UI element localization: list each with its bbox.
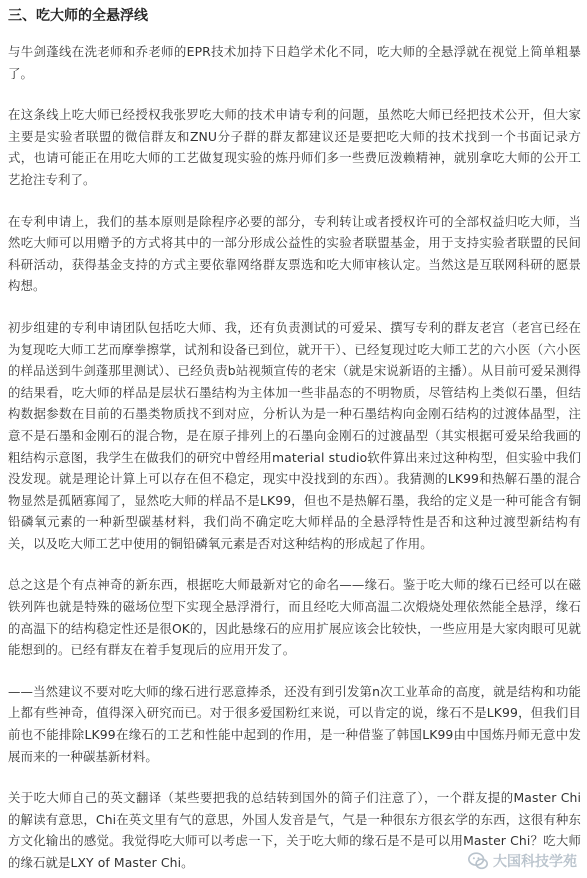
- paragraph-7: 关于吃大师自己的英文翻译（某些要把我的总结转到国外的简子们注意了），一个群友提的Master Chi的解读有意思，Chi在英文里有气的意思，外国人发音是气，气是一种很东方很玄学的东西，这很有种东方文化输出的感觉。我觉得吃大师可以考虑一下，关于吃大师的缘石是不是可以用Master Chi？吃大师的缘石就是LXY of Master Chi。: [8, 790, 581, 870]
- paragraph-6: ——当然建议不要对吃大师的缘石进行恶意捧杀，还没有到引发第n次工业革命的高度，就是结构和功能上都有些神奇，值得深入研究而已。对于很多爱国粉红来说，可以肯定的说，缘石不是LK99，但我们目前也不能排除LK99在缘石的工艺和性能中起到的作用，是一种借鉴了韩国LK99由中国炼丹师无意中发展而来的一种碳基新材料。: [8, 683, 581, 764]
- paragraph-5: 总之这是个有点神奇的新东西，根据吃大师最新对它的命名——缘石。鉴于吃大师的缘石已经可以在磁铁列阵也就是特殊的磁场位型下实现全悬浮滑行，而且经吃大师高温二次煅烧处理依然能全悬浮，缘石的高温下的结构稳定性还是很OK的，因此悬缘石的应用扩展应该会比较快，一些应用是大家肉眼可见就能想到的。已经有群友在着手复现后的应用开发了。: [8, 577, 581, 658]
- watermark: [467, 850, 577, 872]
- watermark-text: 大国科技学苑: [493, 854, 577, 870]
- paragraph-2: 在这条线上吃大师已经授权我张罗吃大师的技术申请专利的问题，虽然吃大师已经把技术公开，但大家主要是实验者联盟的微信群友和ZNU分子群的群友都建议还是要把吃大师的技术找到一个书面记录方式，也请可能正在用吃大师的工艺做复现实验的炼丹师们多一些费厄泼赖精神，就别拿吃大师的公开工艺抢注专利了。: [8, 107, 581, 187]
- wechat-bubble-icon: [467, 850, 489, 872]
- paragraph-4: 初步组建的专利申请团队包括吃大师、我，还有负责测试的可爱呆、撰写专利的群友老宫（老宫已经在为复现吃大师工艺而摩拳擦掌，试剂和设备已到位，就开干）、已经复现过吃大师工艺的六小医（六小医的样品送到牛剑蓬那里测试）、已经负责b站视频宣传的老宋（就是宋说新语的主播）。从目前可爱呆测得的结果看，吃大师的样品是层状石墨结构为主体加一些非晶态的不明物质，尽管结构上类似石墨，但结构数据参数在目前的石墨类物质找不到对应，分析认为是一种石墨结构向金刚石结构的过渡体晶型，注意不是石墨和金刚石的混合物，是在原子排列上的石墨向金刚石的过渡晶型（其实根据可爱呆给我画的粗结构示意图，我学生在做我们的研究中曾经用material studio软件算出来过这种构型，但实验中我们没发现。就是理论计算上可以存在但不稳定，现实中没找到的东西）。我猜测的LK99和热解石墨的混合物显然是孤陋寡闻了，显然吃大师的样品不是LK99，但也不是热解石墨，我给的定义是一种可能含有铜铅磷氧元素的一种新型碳基材料，我们尚不确定吃大师样品的全悬浮特性是否和这种过渡型新结构有关，以及吃大师工艺中使用的铜铅磷氧元素是否对这种结构的形成起了作用。: [8, 319, 581, 551]
- section-heading: 三、吃大师的全悬浮线: [8, 8, 148, 24]
- paragraph-1: 与牛剑蓬线在洗老师和乔老师的EPR技术加持下日趋学术化不同，吃大师的全悬浮就在视觉上简单粗暴了。: [8, 44, 581, 81]
- paragraph-3: 在专利申请上，我们的基本原则是除程序必要的部分，专利转让或者授权许可的全部权益归吃大师，当然吃大师可以用赠予的方式将其中的一部分形成公益性的实验者联盟基金，用于支持实验者联盟的民间科研活动，获得基金支持的方式主要依靠网络群友票选和吃大师审核认定。当然这是互联网科研的愿景构想。: [8, 213, 581, 294]
